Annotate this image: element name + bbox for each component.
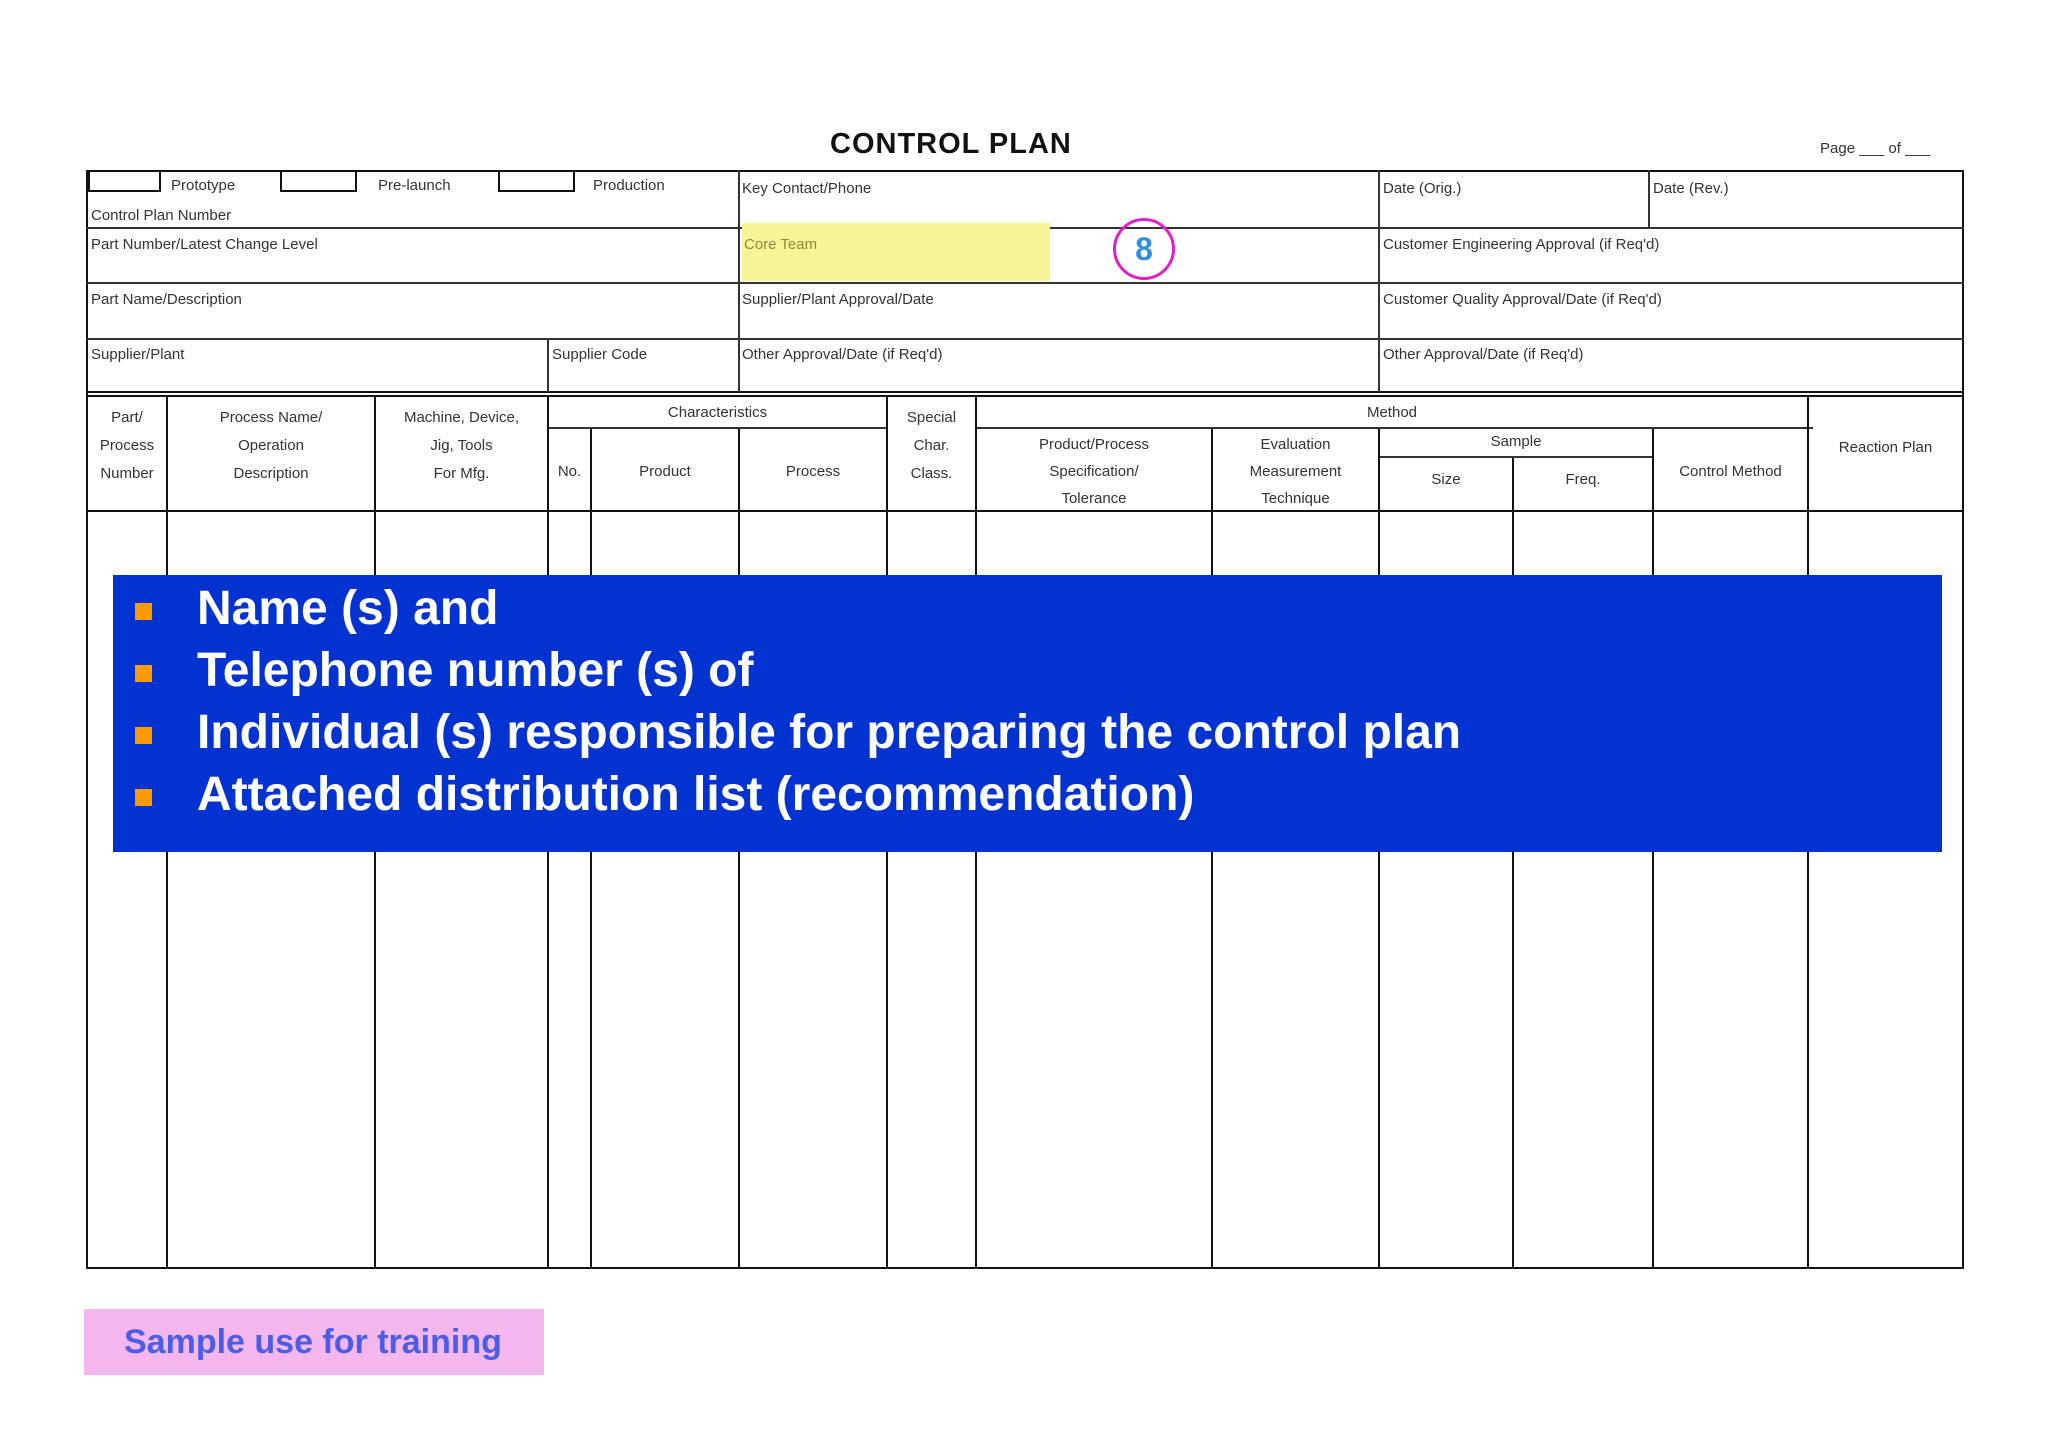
production-label: Production bbox=[593, 177, 665, 194]
col-special-char-class: Special Char. Class. bbox=[906, 409, 957, 482]
callout-number-marker: 8 bbox=[1113, 218, 1175, 280]
form-right-border bbox=[1962, 170, 1964, 1269]
bullet-square-icon bbox=[135, 665, 152, 682]
prototype-checkbox[interactable] bbox=[88, 172, 161, 192]
bullet-square-icon bbox=[135, 727, 152, 744]
col-size: Size bbox=[1431, 471, 1461, 488]
prelaunch-label: Pre-launch bbox=[378, 177, 451, 194]
bullet-text: Attached distribution list (recommendation) bbox=[197, 768, 1195, 821]
document-title: CONTROL PLAN bbox=[830, 128, 1072, 160]
characteristics-underline bbox=[547, 427, 888, 429]
training-footer-label bbox=[84, 1309, 544, 1375]
prelaunch-checkbox[interactable] bbox=[280, 172, 357, 192]
form-bottom-border bbox=[86, 1267, 1964, 1269]
bullet-text: Individual (s) responsible for preparing the control plan bbox=[197, 706, 1462, 759]
prototype-label: Prototype bbox=[171, 177, 236, 194]
col-evaluation-technique: Evaluation Measurement Technique bbox=[1249, 436, 1342, 507]
bullet-square-icon bbox=[135, 789, 152, 806]
col-product: Product bbox=[639, 463, 691, 480]
date-orig-label: Date (Orig.) bbox=[1383, 180, 1462, 197]
part-number-label: Part Number/Latest Change Level bbox=[91, 236, 318, 253]
form-left-border bbox=[86, 170, 88, 1269]
customer-engineering-approval-label: Customer Engineering Approval (if Req'd) bbox=[1383, 236, 1660, 253]
header-row-line-3 bbox=[86, 338, 1964, 340]
header-divider-1 bbox=[738, 170, 740, 392]
table-top-line bbox=[86, 395, 1964, 397]
supplier-code-label: Supplier Code bbox=[552, 346, 648, 363]
bullet-square-icon bbox=[135, 603, 152, 620]
col-machine-device: Machine, Device, Jig, Tools For Mfg. bbox=[403, 409, 520, 482]
bullet-item bbox=[113, 763, 1942, 825]
col-part-process-number: Part/ Process Number bbox=[99, 409, 155, 482]
customer-quality-approval-label: Customer Quality Approval/Date (if Req'd) bbox=[1383, 291, 1662, 308]
supplier-plant-approval-label: Supplier/Plant Approval/Date bbox=[742, 291, 934, 308]
col-spec-tolerance: Product/Process Specification/ Tolerance bbox=[1038, 436, 1150, 507]
header-row-line-2 bbox=[86, 282, 1964, 284]
training-footer-text: Sample use for training bbox=[124, 1323, 502, 1361]
bullet-item bbox=[113, 577, 1942, 639]
other-approval-label-2: Other Approval/Date (if Req'd) bbox=[1383, 346, 1584, 363]
col-freq: Freq. bbox=[1565, 471, 1601, 488]
bullet-item bbox=[113, 639, 1942, 701]
core-team-label: Core Team bbox=[744, 236, 818, 253]
col-control-method: Control Method bbox=[1679, 463, 1782, 480]
page-number-label: Page ___ of ___ bbox=[1820, 140, 1931, 157]
col-process-name: Process Name/ Operation Description bbox=[219, 409, 323, 482]
bullet-item bbox=[113, 701, 1942, 763]
key-contact-phone-label: Key Contact/Phone bbox=[742, 180, 872, 197]
other-approval-label-1: Other Approval/Date (if Req'd) bbox=[742, 346, 943, 363]
header-divider-2 bbox=[1378, 170, 1380, 392]
col-reaction-plan: Reaction Plan bbox=[1838, 439, 1933, 456]
date-rev-label: Date (Rev.) bbox=[1653, 180, 1729, 197]
callout-box bbox=[113, 575, 1942, 852]
bullet-text: Telephone number (s) of bbox=[197, 644, 754, 697]
header-bottom-line bbox=[86, 391, 1964, 393]
supplier-plant-label: Supplier/Plant bbox=[91, 346, 185, 363]
col-process: Process bbox=[785, 463, 841, 480]
col-method: Method bbox=[1366, 404, 1418, 421]
bullet-text: Name (s) and bbox=[197, 582, 499, 635]
part-name-label: Part Name/Description bbox=[91, 291, 242, 308]
header-divider-supplier bbox=[547, 338, 549, 392]
col-sample: Sample bbox=[1490, 433, 1542, 450]
form-top-border bbox=[86, 170, 1964, 172]
col-no: No. bbox=[557, 463, 582, 480]
control-plan-number-label: Control Plan Number bbox=[91, 207, 232, 224]
sample-underline bbox=[1378, 456, 1654, 458]
header-divider-date bbox=[1648, 170, 1650, 228]
production-checkbox[interactable] bbox=[498, 172, 575, 192]
col-characteristics: Characteristics bbox=[667, 404, 768, 421]
